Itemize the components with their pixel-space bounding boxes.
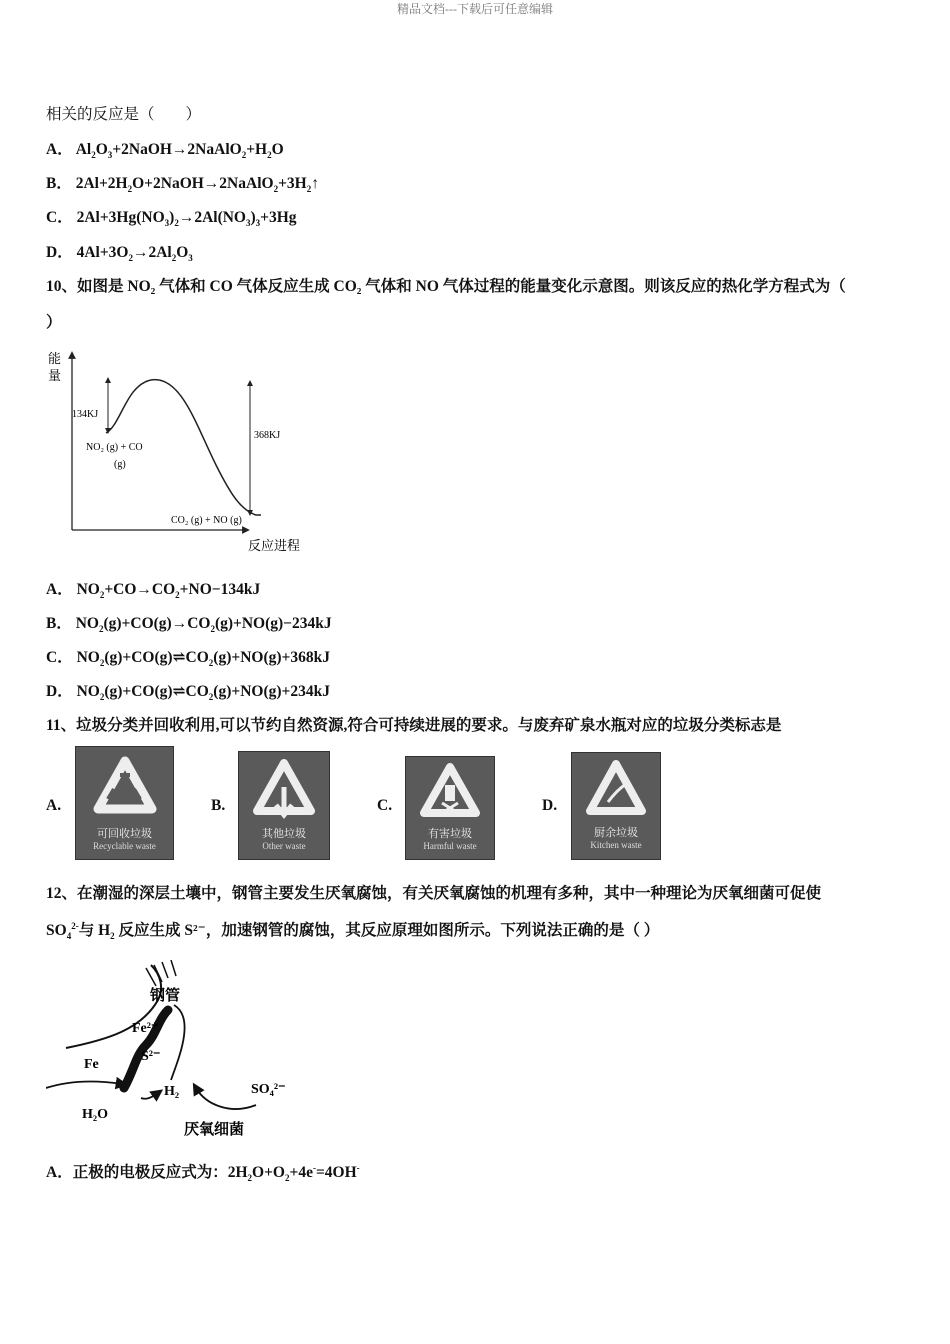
other-waste-sign[interactable] <box>238 751 330 860</box>
kitchen-waste-icon <box>584 758 648 822</box>
q10-option-b-label: B． <box>46 615 72 632</box>
q9-option-b-label: B． <box>46 175 72 192</box>
q10-stem-line1: 10、如图是 NO₂ 气体和 CO 气体反应生成 CO₂ 气体和 NO 气体过程的能量变化示意图。则该反应的热化学方程式为（ <box>46 278 846 295</box>
other-waste-icon <box>251 757 317 823</box>
delta-label: 368KJ <box>254 430 281 441</box>
x-axis-label: 反应进程 <box>248 538 301 553</box>
ea-label: 134KJ <box>72 409 99 420</box>
q12-option-a[interactable]: A．正极的电极反应式为：$2H_2O+O_2+4e^-=4OH^-$ <box>46 1162 360 1184</box>
q10-option-a-label: A． <box>46 581 73 598</box>
reactants-label-1: NO₂ (g) + CO <box>86 442 143 453</box>
q9-option-c-label: C． <box>46 209 73 226</box>
products-label: CO₂ (g) + NO (g) <box>171 515 242 526</box>
kitchen-waste-cn: 厨余垃圾 <box>594 826 638 839</box>
q9-option-a-label: A． <box>46 141 73 158</box>
q9-option-b[interactable]: B． $2Al+2H_2O+2NaOH\to 2NaAlO_2+3H_2↑$ <box>46 175 319 195</box>
harmful-waste-icon <box>418 761 482 823</box>
q10-option-d[interactable]: D． $NO_2(g)+CO(g)\rightleftharpoons CO_2(g)+NO(g)+234kJ$ <box>46 683 330 703</box>
h2-arrow <box>141 1093 158 1099</box>
so4-arrow <box>196 1088 256 1109</box>
q11-option-a-label[interactable]: A. <box>46 797 62 814</box>
reactants-label-2: (g) <box>114 459 126 470</box>
q12-option-a-text: 正极的电极反应式为： <box>72 1164 228 1181</box>
harmful-waste-cn: 有害垃圾 <box>428 827 472 840</box>
fe2-label: Fe²⁺ <box>132 1021 159 1036</box>
q11-stem: 11、垃圾分类并回收利用,可以节约自然资源,符合可持续进展的要求。与废弃矿泉水瓶对应的垃圾分类标志是 <box>46 717 782 734</box>
q9-option-a[interactable]: A． $Al_2O_3+2NaOH\to 2NaAlO_2+H_2O$ <box>46 141 284 161</box>
q10-stem-line2: ） <box>46 314 62 331</box>
q12-option-a-label: A． <box>46 1164 73 1181</box>
harmful-waste-sign[interactable] <box>405 756 495 860</box>
bacteria-label: 厌氧细菌 <box>184 1122 245 1138</box>
other-waste-en: Other waste <box>262 841 306 851</box>
recyclable-en: Recyclable waste <box>93 841 156 851</box>
recyclable-cn: 可回收垃圾 <box>97 827 152 840</box>
q10-option-c-label: C． <box>46 649 73 666</box>
q9-stem: 相关的反应是（ ） <box>46 106 202 123</box>
energy-diagram <box>46 345 316 560</box>
water-arrow <box>46 1081 122 1088</box>
q10-option-d-label: D． <box>46 683 73 700</box>
q9-option-d[interactable]: D． $4Al+3O_2\to 2Al_2O_3$ <box>46 244 193 264</box>
q11-option-c-label[interactable]: C. <box>377 797 393 814</box>
q11-option-d-label[interactable]: D. <box>542 797 558 814</box>
fe-label: Fe <box>84 1057 99 1072</box>
harmful-waste-en: Harmful waste <box>423 841 477 851</box>
q10-option-a[interactable]: A． $NO_2+CO\to CO_2+NO-134kJ$ <box>46 581 261 601</box>
h2o-label: H₂O <box>82 1107 108 1122</box>
pipe-label: 钢管 <box>150 988 181 1004</box>
kitchen-waste-en: Kitchen waste <box>590 840 642 850</box>
page-header: 精品文档---下载后可任意编辑 <box>397 2 553 16</box>
q12-stem-line2-tail: 反应生成 S²⁻，加速钢管的腐蚀，其反应原理如图所示。下列说法正确的是（ ） <box>118 922 660 939</box>
y-axis-label-2: 量 <box>48 368 62 383</box>
corrosion-diagram <box>46 960 306 1140</box>
q12-stem-line1: 12、在潮湿的深层土壤中，钢管主要发生厌氧腐蚀，有关厌氧腐蚀的机理有多种，其中一种理论为厌氧细菌可促使 <box>46 885 822 902</box>
q10-option-c[interactable]: C． $NO_2(g)+CO(g)\rightleftharpoons CO_2(g)+NO(g)+368kJ$ <box>46 649 330 669</box>
other-waste-cn: 其他垃圾 <box>262 827 306 840</box>
h2-label: H₂ <box>164 1084 180 1099</box>
q9-option-c[interactable]: C． $2Al+3Hg(NO_3)_2\to 2Al(NO_3)_3+3Hg$ <box>46 209 297 229</box>
recycle-icon <box>90 753 160 823</box>
kitchen-waste-sign[interactable] <box>571 752 661 860</box>
recyclable-waste-sign[interactable] <box>75 746 174 860</box>
q10-option-b[interactable]: B． $NO_2(g)+CO(g)\to CO_2(g)+NO(g)-234kJ$ <box>46 615 332 635</box>
y-axis-label-1: 能 <box>48 351 62 366</box>
q9-option-d-label: D． <box>46 244 73 261</box>
so4-label: SO₄²⁻ <box>251 1082 286 1097</box>
q12-stem-line2: $SO_4^{2-}$与 $H_2$ 反应生成 S²⁻，加速钢管的腐蚀，其反应原理如图所示。下列说法正确的是（ ） <box>46 920 660 942</box>
s2-label: S²⁻ <box>141 1049 161 1064</box>
q11-option-b-label[interactable]: B. <box>211 797 226 814</box>
